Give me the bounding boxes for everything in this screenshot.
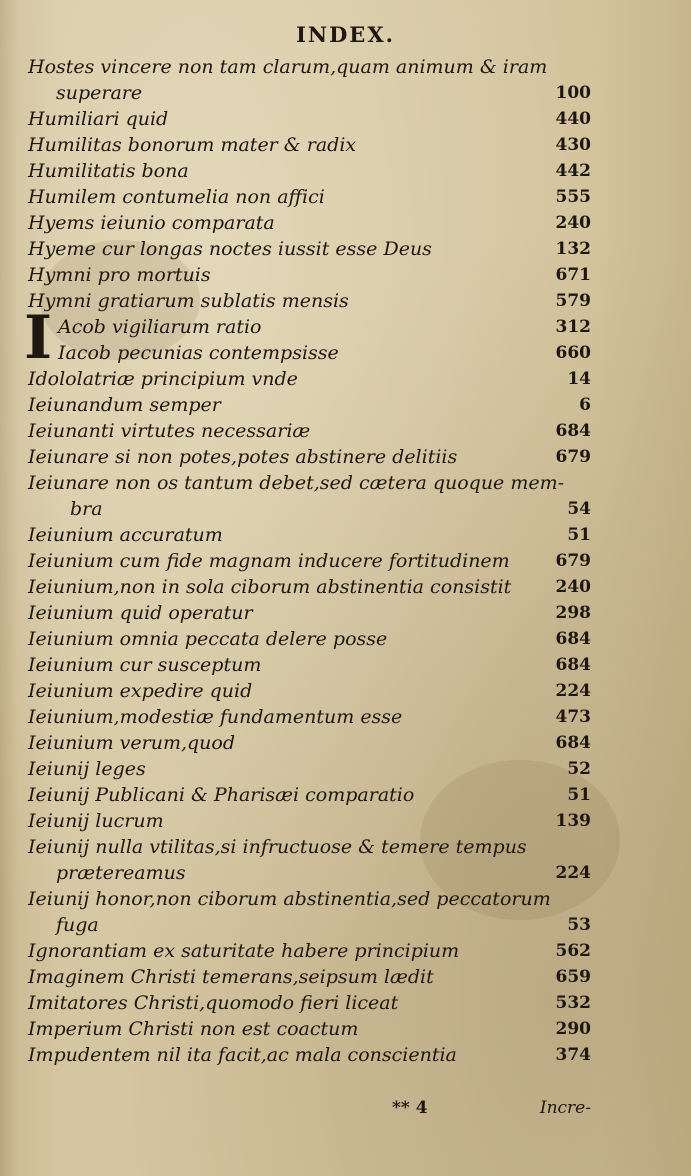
entry-text: Ieiunium cum fide magnam inducere fortitudinem — [28, 550, 510, 572]
entry-text: Ieiunium cur susceptum — [28, 654, 262, 676]
entry-page-number: 6 — [579, 395, 591, 415]
index-entry — [0, 54, 691, 80]
index-entry — [0, 158, 691, 184]
entry-text: Ieiunandum semper — [28, 394, 221, 416]
entry-text: Ieiunare non os tantum debet,sed cætera quoque mem- — [28, 472, 565, 494]
index-entry — [0, 470, 691, 496]
index-entry — [0, 600, 691, 626]
entry-page-number: 684 — [555, 655, 591, 675]
index-entry — [0, 496, 691, 522]
index-entries — [0, 54, 691, 1068]
index-entry — [0, 262, 691, 288]
index-entry — [0, 886, 691, 912]
entry-page-number: 298 — [555, 603, 591, 623]
entry-text: Imaginem Christi temerans,seipsum lædit — [28, 966, 434, 988]
index-entry — [0, 184, 691, 210]
entry-text: Ieiunij honor,non ciborum abstinentia,sed peccatorum — [28, 888, 551, 910]
index-entry — [0, 106, 691, 132]
entry-text: Iacob pecunias contempsisse — [58, 342, 339, 364]
entry-page-number: 440 — [555, 109, 591, 129]
index-entry — [0, 938, 691, 964]
entry-text: Ieiunium,modestiæ fundamentum esse — [28, 706, 403, 728]
entry-page-number: 430 — [555, 135, 591, 155]
entry-text: Impudentem nil ita facit,ac mala conscientia — [28, 1044, 457, 1066]
entry-page-number: 290 — [555, 1019, 591, 1039]
entry-page-number: 224 — [555, 863, 591, 883]
entry-page-number: 684 — [555, 629, 591, 649]
entry-text: Ieiunij Publicani & Pharisæi comparatio — [28, 784, 415, 806]
entry-text: Ieiunium verum,quod — [28, 732, 236, 754]
page-footer — [0, 1098, 691, 1124]
entry-page-number: 14 — [567, 369, 591, 389]
entry-page-number: 679 — [555, 447, 591, 467]
entry-page-number: 51 — [567, 525, 591, 545]
entry-page-number: 132 — [555, 239, 591, 259]
entry-text: Ieiunium quid operatur — [28, 602, 253, 624]
entry-text: Hostes vincere non tam clarum,quam animum & iram — [28, 56, 548, 78]
entry-page-number: 240 — [555, 213, 591, 233]
index-entry — [0, 730, 691, 756]
entry-page-number: 100 — [555, 83, 591, 103]
entry-text: Hymni pro mortuis — [28, 264, 211, 286]
entry-page-number: 579 — [555, 291, 591, 311]
entry-text: Ieiunium accuratum — [28, 524, 223, 546]
index-entry — [0, 548, 691, 574]
index-entry — [0, 834, 691, 860]
entry-text: Ieiunij nulla vtilitas,si infructuose & temere tempus — [28, 836, 527, 858]
entry-page-number: 139 — [555, 811, 591, 831]
entry-page-number: 555 — [555, 187, 591, 207]
index-entry — [0, 1042, 691, 1068]
entry-page-number: 562 — [555, 941, 591, 961]
entry-page-number: 532 — [555, 993, 591, 1013]
entry-text: Humiliari quid — [28, 108, 169, 130]
index-entry — [0, 522, 691, 548]
entry-page-number: 684 — [555, 733, 591, 753]
entry-text: Humilitas bonorum mater & radix — [28, 134, 357, 156]
index-entry — [0, 704, 691, 730]
index-entry — [0, 860, 691, 886]
drop-cap-letter: I — [24, 303, 53, 373]
entry-page-number: 659 — [555, 967, 591, 987]
index-entry — [0, 288, 691, 314]
index-entry — [0, 990, 691, 1016]
entry-page-number: 53 — [567, 915, 591, 935]
index-entry — [0, 912, 691, 938]
entry-page-number: 679 — [555, 551, 591, 571]
entry-text: Ignorantiam ex saturitate habere principium — [28, 940, 460, 962]
entry-text: Hyems ieiunio comparata — [28, 212, 275, 234]
entry-page-number: 442 — [555, 161, 591, 181]
entry-page-number: 240 — [555, 577, 591, 597]
entry-text: Imperium Christi non est coactum — [28, 1018, 359, 1040]
index-entry — [0, 808, 691, 834]
entry-page-number: 374 — [555, 1045, 591, 1065]
entry-text: Humilitatis bona — [28, 160, 189, 182]
index-entry — [0, 340, 691, 366]
entry-page-number: 54 — [567, 499, 591, 519]
entry-text: Ieiunij lucrum — [28, 810, 164, 832]
entry-page-number: 52 — [567, 759, 591, 779]
index-entry — [0, 678, 691, 704]
entry-text: Acob vigiliarum ratio — [58, 316, 262, 338]
entry-page-number: 51 — [567, 785, 591, 805]
entry-text: Hymni gratiarum sublatis mensis — [28, 290, 349, 312]
entry-text: Ieiunare si non potes,potes abstinere delitiis — [28, 446, 458, 468]
signature-mark: ** 4 — [392, 1098, 428, 1118]
index-entry — [0, 1016, 691, 1042]
entry-page-number: 671 — [555, 265, 591, 285]
entry-text: Humilem contumelia non affici — [28, 186, 325, 208]
entry-text: prætereamus — [56, 862, 186, 884]
index-entry — [0, 132, 691, 158]
entry-text: Ieiunanti virtutes necessariæ — [28, 420, 311, 442]
entry-text: Ieiunij leges — [28, 758, 146, 780]
index-entry — [0, 574, 691, 600]
entry-text: fuga — [56, 914, 99, 936]
index-entry — [0, 392, 691, 418]
entry-text: Ieiunium,non in sola ciborum abstinentia consistit — [28, 576, 512, 598]
entry-text: Hyeme cur longas noctes iussit esse Deus — [28, 238, 432, 260]
entry-text: Ieiunium expedire quid — [28, 680, 253, 702]
entry-text: Imitatores Christi,quomodo fieri liceat — [28, 992, 399, 1014]
entry-page-number: 312 — [555, 317, 591, 337]
entry-text: Ieiunium omnia peccata delere posse — [28, 628, 388, 650]
entry-page-number: 660 — [555, 343, 591, 363]
index-entry — [0, 444, 691, 470]
index-entry — [0, 210, 691, 236]
entry-text: bra — [70, 498, 103, 520]
index-entry — [0, 652, 691, 678]
index-entry — [0, 626, 691, 652]
entry-page-number: 224 — [555, 681, 591, 701]
index-entry — [0, 782, 691, 808]
entry-text: Idololatriæ principium vnde — [28, 368, 298, 390]
entry-text: superare — [56, 82, 143, 104]
index-entry — [0, 418, 691, 444]
index-entry — [0, 366, 691, 392]
index-entry — [0, 756, 691, 782]
index-entry — [0, 236, 691, 262]
entry-page-number: 684 — [555, 421, 591, 441]
catchword: Incre- — [539, 1098, 591, 1118]
index-entry — [0, 80, 691, 106]
index-entry — [0, 964, 691, 990]
page-header: INDEX. — [296, 22, 395, 47]
entry-page-number: 473 — [555, 707, 591, 727]
